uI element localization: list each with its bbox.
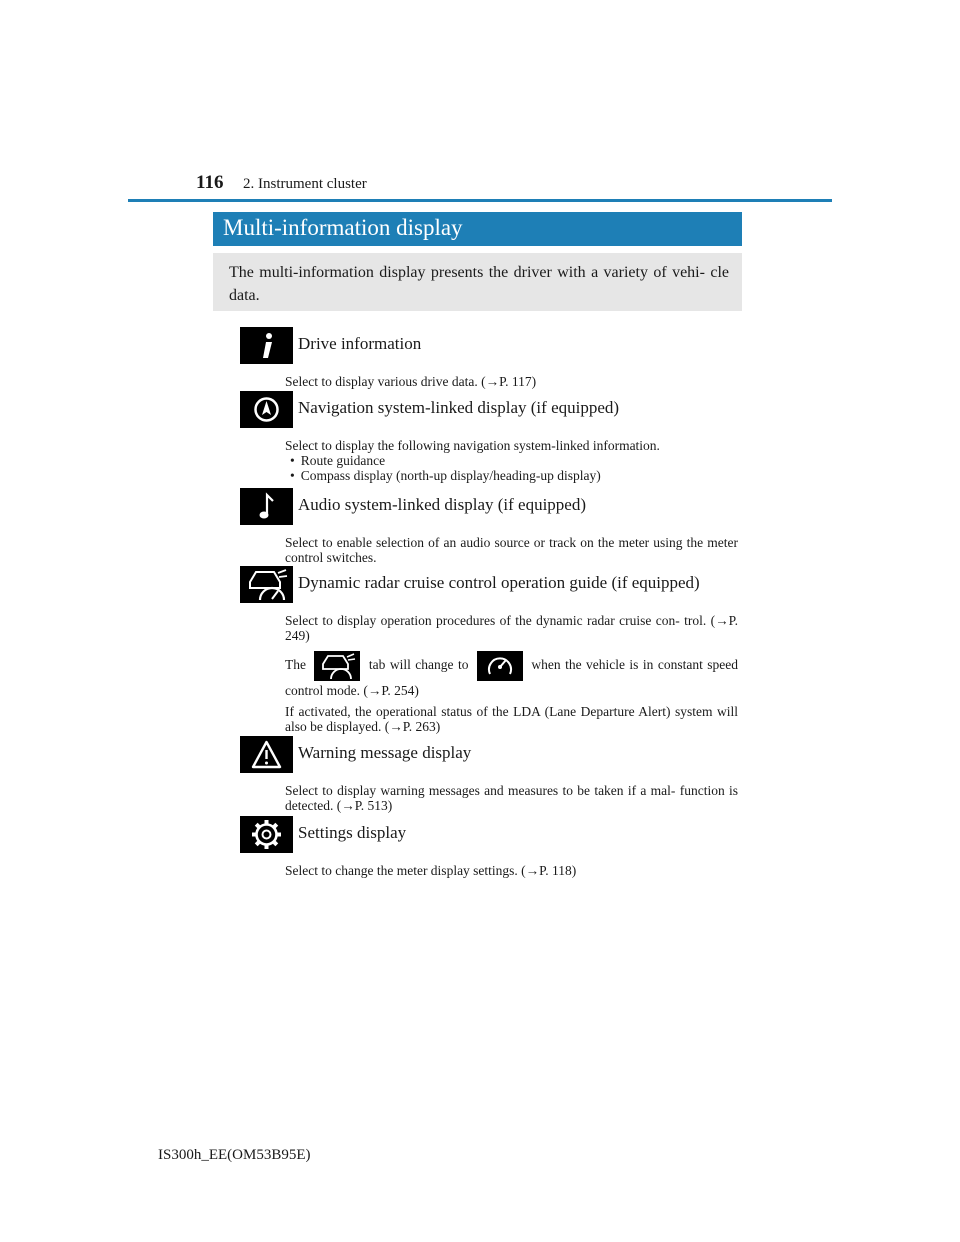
gear-icon: [240, 816, 293, 853]
item-title: Audio system-linked display (if equipped): [298, 495, 587, 514]
section-header: [213, 212, 742, 246]
constant-speed-tab-icon: [477, 651, 523, 681]
list-item: • Compass display (north-up display/heading-up display): [290, 468, 738, 483]
intro-text: The multi-information display presents the driver with a variety of vehi- cle data.: [229, 264, 729, 304]
item-description: Select to display warning messages and measures to be taken if a mal- function is detected. (→P. 513): [285, 783, 738, 813]
list-item: • Route guidance: [290, 453, 738, 468]
note-text-start: The: [285, 657, 306, 673]
note-text-middle: tab will change to: [368, 657, 469, 673]
warning-icon: [240, 736, 293, 773]
radar-cruise-tab-icon: [314, 651, 360, 681]
item-description: Select to display various drive data. (→P. 117): [285, 374, 537, 389]
item-title: Settings display: [298, 823, 407, 842]
item-title: Dynamic radar cruise control operation guide (if equipped): [298, 573, 700, 592]
note-text-end: when the vehicle is in constant speed control mode. (→P. 254): [285, 657, 739, 698]
item-body: [285, 783, 738, 821]
section-title: Multi-information display: [223, 215, 463, 240]
item-title: Warning message display: [298, 743, 472, 762]
lda-note: If activated, the operational status of the LDA (Lane Departure Alert) system will also be displayed. (→P. 263): [285, 704, 738, 734]
item-body: [285, 374, 738, 397]
item-title: Navigation system-linked display (if equipped): [298, 398, 620, 417]
item-body: [285, 438, 738, 483]
item-description: Select to enable selection of an audio source or track on the meter using the meter control switches.: [285, 535, 738, 565]
item-description: Select to display operation procedures of the dynamic radar cruise con- trol. (→P. 249): [285, 613, 738, 643]
item-description: Select to change the meter display settings. (→P. 118): [285, 863, 577, 878]
music-note-icon: [240, 488, 293, 525]
radar-cruise-icon: [240, 566, 293, 603]
item-title: Drive information: [298, 334, 422, 353]
tab-change-note: [285, 651, 738, 700]
navigation-icon: [240, 391, 293, 428]
item-description: Select to display the following navigation system-linked information.: [285, 438, 660, 453]
page-number: 116: [196, 172, 224, 193]
chapter-title: 2. Instrument cluster: [243, 176, 367, 192]
header-divider: [128, 199, 832, 202]
item-body: [285, 613, 738, 742]
item-body: [285, 863, 738, 886]
model-code: IS300h_EE(OM53B95E): [158, 1147, 311, 1163]
info-icon: [240, 327, 293, 364]
intro-box: [213, 253, 742, 311]
item-body: [285, 535, 738, 573]
